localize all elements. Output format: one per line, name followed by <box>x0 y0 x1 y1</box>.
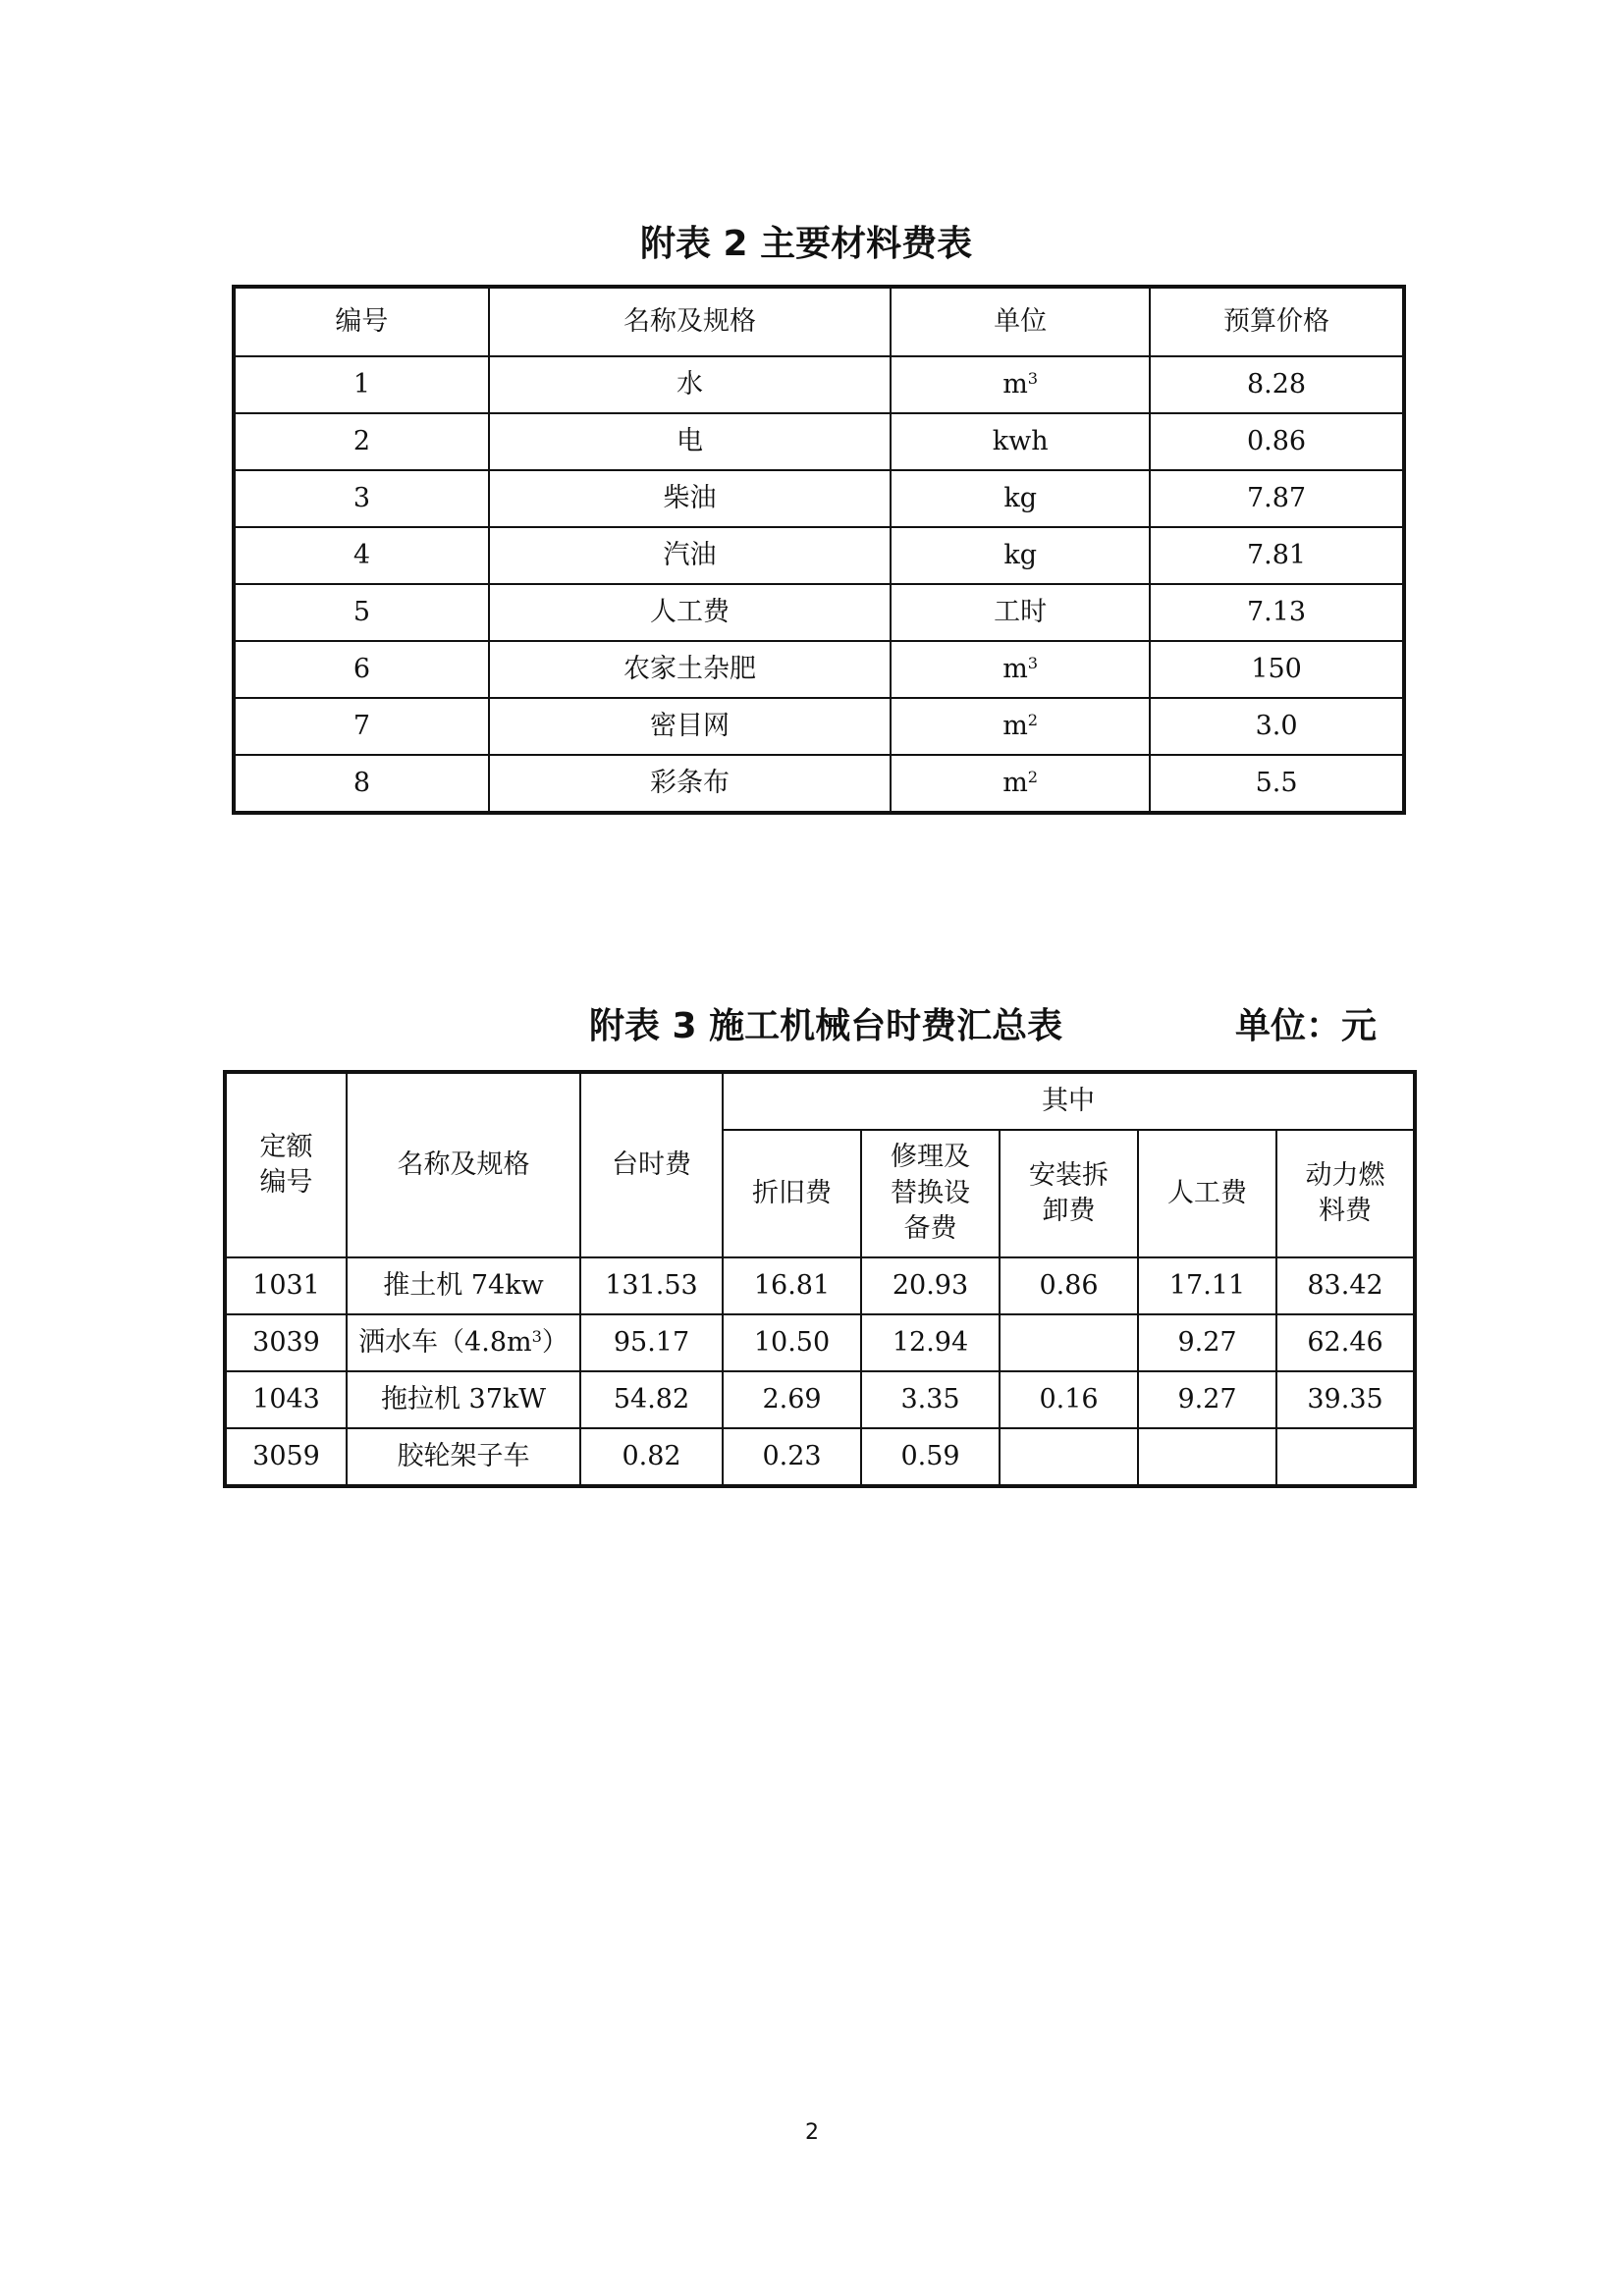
cell-price: 7.87 <box>1150 470 1404 527</box>
cell-code: 1043 <box>225 1371 347 1428</box>
cell-no: 4 <box>234 527 489 584</box>
cell-unit <box>891 527 1150 584</box>
cell-no: 1 <box>234 356 489 413</box>
cell-name <box>347 1371 580 1428</box>
cell-unit <box>891 470 1150 527</box>
cell-install: 0.86 <box>1000 1257 1138 1314</box>
cell-depreciation: 16.81 <box>723 1257 861 1314</box>
header-no: 编号 <box>234 287 489 356</box>
machinery-hourly-cost-table <box>223 1070 1417 1488</box>
table2-title: 附表 2 主要材料费表 <box>640 224 973 264</box>
cell-repair: 20.93 <box>861 1257 1000 1314</box>
header-line: 安装拆 <box>1029 1159 1109 1191</box>
cell-repair: 3.35 <box>861 1371 1000 1428</box>
cell-price: 8.28 <box>1150 356 1404 413</box>
cell-name: 水 <box>489 356 891 413</box>
name-text: 拖拉机 37kW <box>380 1383 547 1415</box>
header-labor: 人工费 <box>1138 1130 1276 1257</box>
cell-hourly: 0.82 <box>580 1428 723 1486</box>
table-row <box>234 641 1404 698</box>
table3-unit-label: 单位：元 <box>1235 1006 1378 1046</box>
cell-no: 5 <box>234 584 489 641</box>
cell-code: 1031 <box>225 1257 347 1314</box>
unit-exponent: 3 <box>1027 368 1039 388</box>
cell-repair: 12.94 <box>861 1314 1000 1371</box>
cell-no: 2 <box>234 413 489 470</box>
header-hourly-cost: 台时费 <box>580 1072 723 1257</box>
cell-no: 8 <box>234 755 489 813</box>
cell-no: 6 <box>234 641 489 698</box>
unit-exponent: 3 <box>1027 653 1039 672</box>
table3-title: 附表 3 施工机械台时费汇总表 <box>589 1006 1063 1046</box>
cell-hourly: 54.82 <box>580 1371 723 1428</box>
cell-hourly: 95.17 <box>580 1314 723 1371</box>
unit-base: m <box>1002 368 1028 400</box>
cell-no: 3 <box>234 470 489 527</box>
table-row <box>225 1428 1415 1486</box>
cell-fuel <box>1276 1428 1415 1486</box>
header-repair <box>861 1130 1000 1257</box>
cell-install <box>1000 1428 1138 1486</box>
cell-hourly: 131.53 <box>580 1257 723 1314</box>
cell-name: 柴油 <box>489 470 891 527</box>
cell-unit <box>891 356 1150 413</box>
table-row <box>225 1257 1415 1314</box>
cell-unit <box>891 584 1150 641</box>
header-line: 修理及 <box>891 1142 970 1173</box>
unit-base: m <box>1002 653 1028 684</box>
table-row <box>234 470 1404 527</box>
cell-labor: 9.27 <box>1138 1371 1276 1428</box>
header-line: 卸费 <box>1042 1196 1096 1226</box>
cell-depreciation: 2.69 <box>723 1371 861 1428</box>
unit-exponent: 2 <box>1027 767 1039 786</box>
cell-price: 150 <box>1150 641 1404 698</box>
unit-base: kg <box>1003 539 1037 570</box>
header-line: 定额 <box>259 1131 313 1162</box>
header-depreciation: 折旧费 <box>723 1130 861 1257</box>
table-row <box>234 755 1404 813</box>
header-name-spec: 名称及规格 <box>489 287 891 356</box>
header-fuel <box>1276 1130 1415 1257</box>
cell-name: 电 <box>489 413 891 470</box>
cell-labor: 17.11 <box>1138 1257 1276 1314</box>
table-header-row <box>225 1072 1415 1130</box>
cell-name <box>347 1257 580 1314</box>
table-row <box>234 698 1404 755</box>
name-tail: ） <box>541 1326 568 1358</box>
unit-base: m <box>1002 767 1028 798</box>
cell-labor <box>1138 1428 1276 1486</box>
header-unit: 单位 <box>891 287 1150 356</box>
cell-name: 汽油 <box>489 527 891 584</box>
header-line: 替换设 <box>891 1177 970 1208</box>
table-row <box>225 1371 1415 1428</box>
cell-fuel: 83.42 <box>1276 1257 1415 1314</box>
header-install <box>1000 1130 1138 1257</box>
header-line: 动力燃 <box>1305 1159 1385 1191</box>
header-line: 编号 <box>259 1167 313 1198</box>
table-row <box>234 527 1404 584</box>
cell-name <box>347 1314 580 1371</box>
cell-install <box>1000 1314 1138 1371</box>
cell-code: 3059 <box>225 1428 347 1486</box>
unit-base: m <box>1002 710 1028 741</box>
cell-price: 5.5 <box>1150 755 1404 813</box>
cell-depreciation: 10.50 <box>723 1314 861 1371</box>
name-text: 洒水车（4.8m <box>358 1326 532 1358</box>
cell-name: 农家土杂肥 <box>489 641 891 698</box>
header-quota-code <box>225 1072 347 1257</box>
cell-price: 7.13 <box>1150 584 1404 641</box>
table-header-row <box>234 287 1404 356</box>
cell-fuel: 39.35 <box>1276 1371 1415 1428</box>
unit-base: kg <box>1003 482 1037 513</box>
cell-unit <box>891 698 1150 755</box>
name-text: 胶轮架子车 <box>397 1440 530 1471</box>
cell-price: 3.0 <box>1150 698 1404 755</box>
cell-unit <box>891 755 1150 813</box>
cell-name: 密目网 <box>489 698 891 755</box>
header-line: 料费 <box>1319 1196 1373 1226</box>
cell-name: 彩条布 <box>489 755 891 813</box>
table-row <box>234 413 1404 470</box>
page-number: 2 <box>805 2120 819 2145</box>
table-row <box>225 1314 1415 1371</box>
cell-price: 0.86 <box>1150 413 1404 470</box>
header-budget-price: 预算价格 <box>1150 287 1404 356</box>
cell-labor: 9.27 <box>1138 1314 1276 1371</box>
name-text: 推土机 74kw <box>383 1269 544 1301</box>
header-name-spec: 名称及规格 <box>347 1072 580 1257</box>
cell-price: 7.81 <box>1150 527 1404 584</box>
cell-repair: 0.59 <box>861 1428 1000 1486</box>
unit-exponent: 2 <box>1027 710 1039 729</box>
cell-name: 人工费 <box>489 584 891 641</box>
name-exponent: 3 <box>531 1326 542 1346</box>
materials-cost-table <box>232 285 1406 815</box>
unit-base: kwh <box>992 425 1049 456</box>
cell-no: 7 <box>234 698 489 755</box>
cell-code: 3039 <box>225 1314 347 1371</box>
cell-fuel: 62.46 <box>1276 1314 1415 1371</box>
cell-unit <box>891 641 1150 698</box>
cell-depreciation: 0.23 <box>723 1428 861 1486</box>
cell-unit <box>891 413 1150 470</box>
cell-name <box>347 1428 580 1486</box>
cell-install: 0.16 <box>1000 1371 1138 1428</box>
table-row <box>234 584 1404 641</box>
header-breakdown-group: 其中 <box>723 1072 1415 1130</box>
table-row <box>234 356 1404 413</box>
unit-base: 工时 <box>994 596 1048 627</box>
header-line: 备费 <box>903 1213 957 1245</box>
